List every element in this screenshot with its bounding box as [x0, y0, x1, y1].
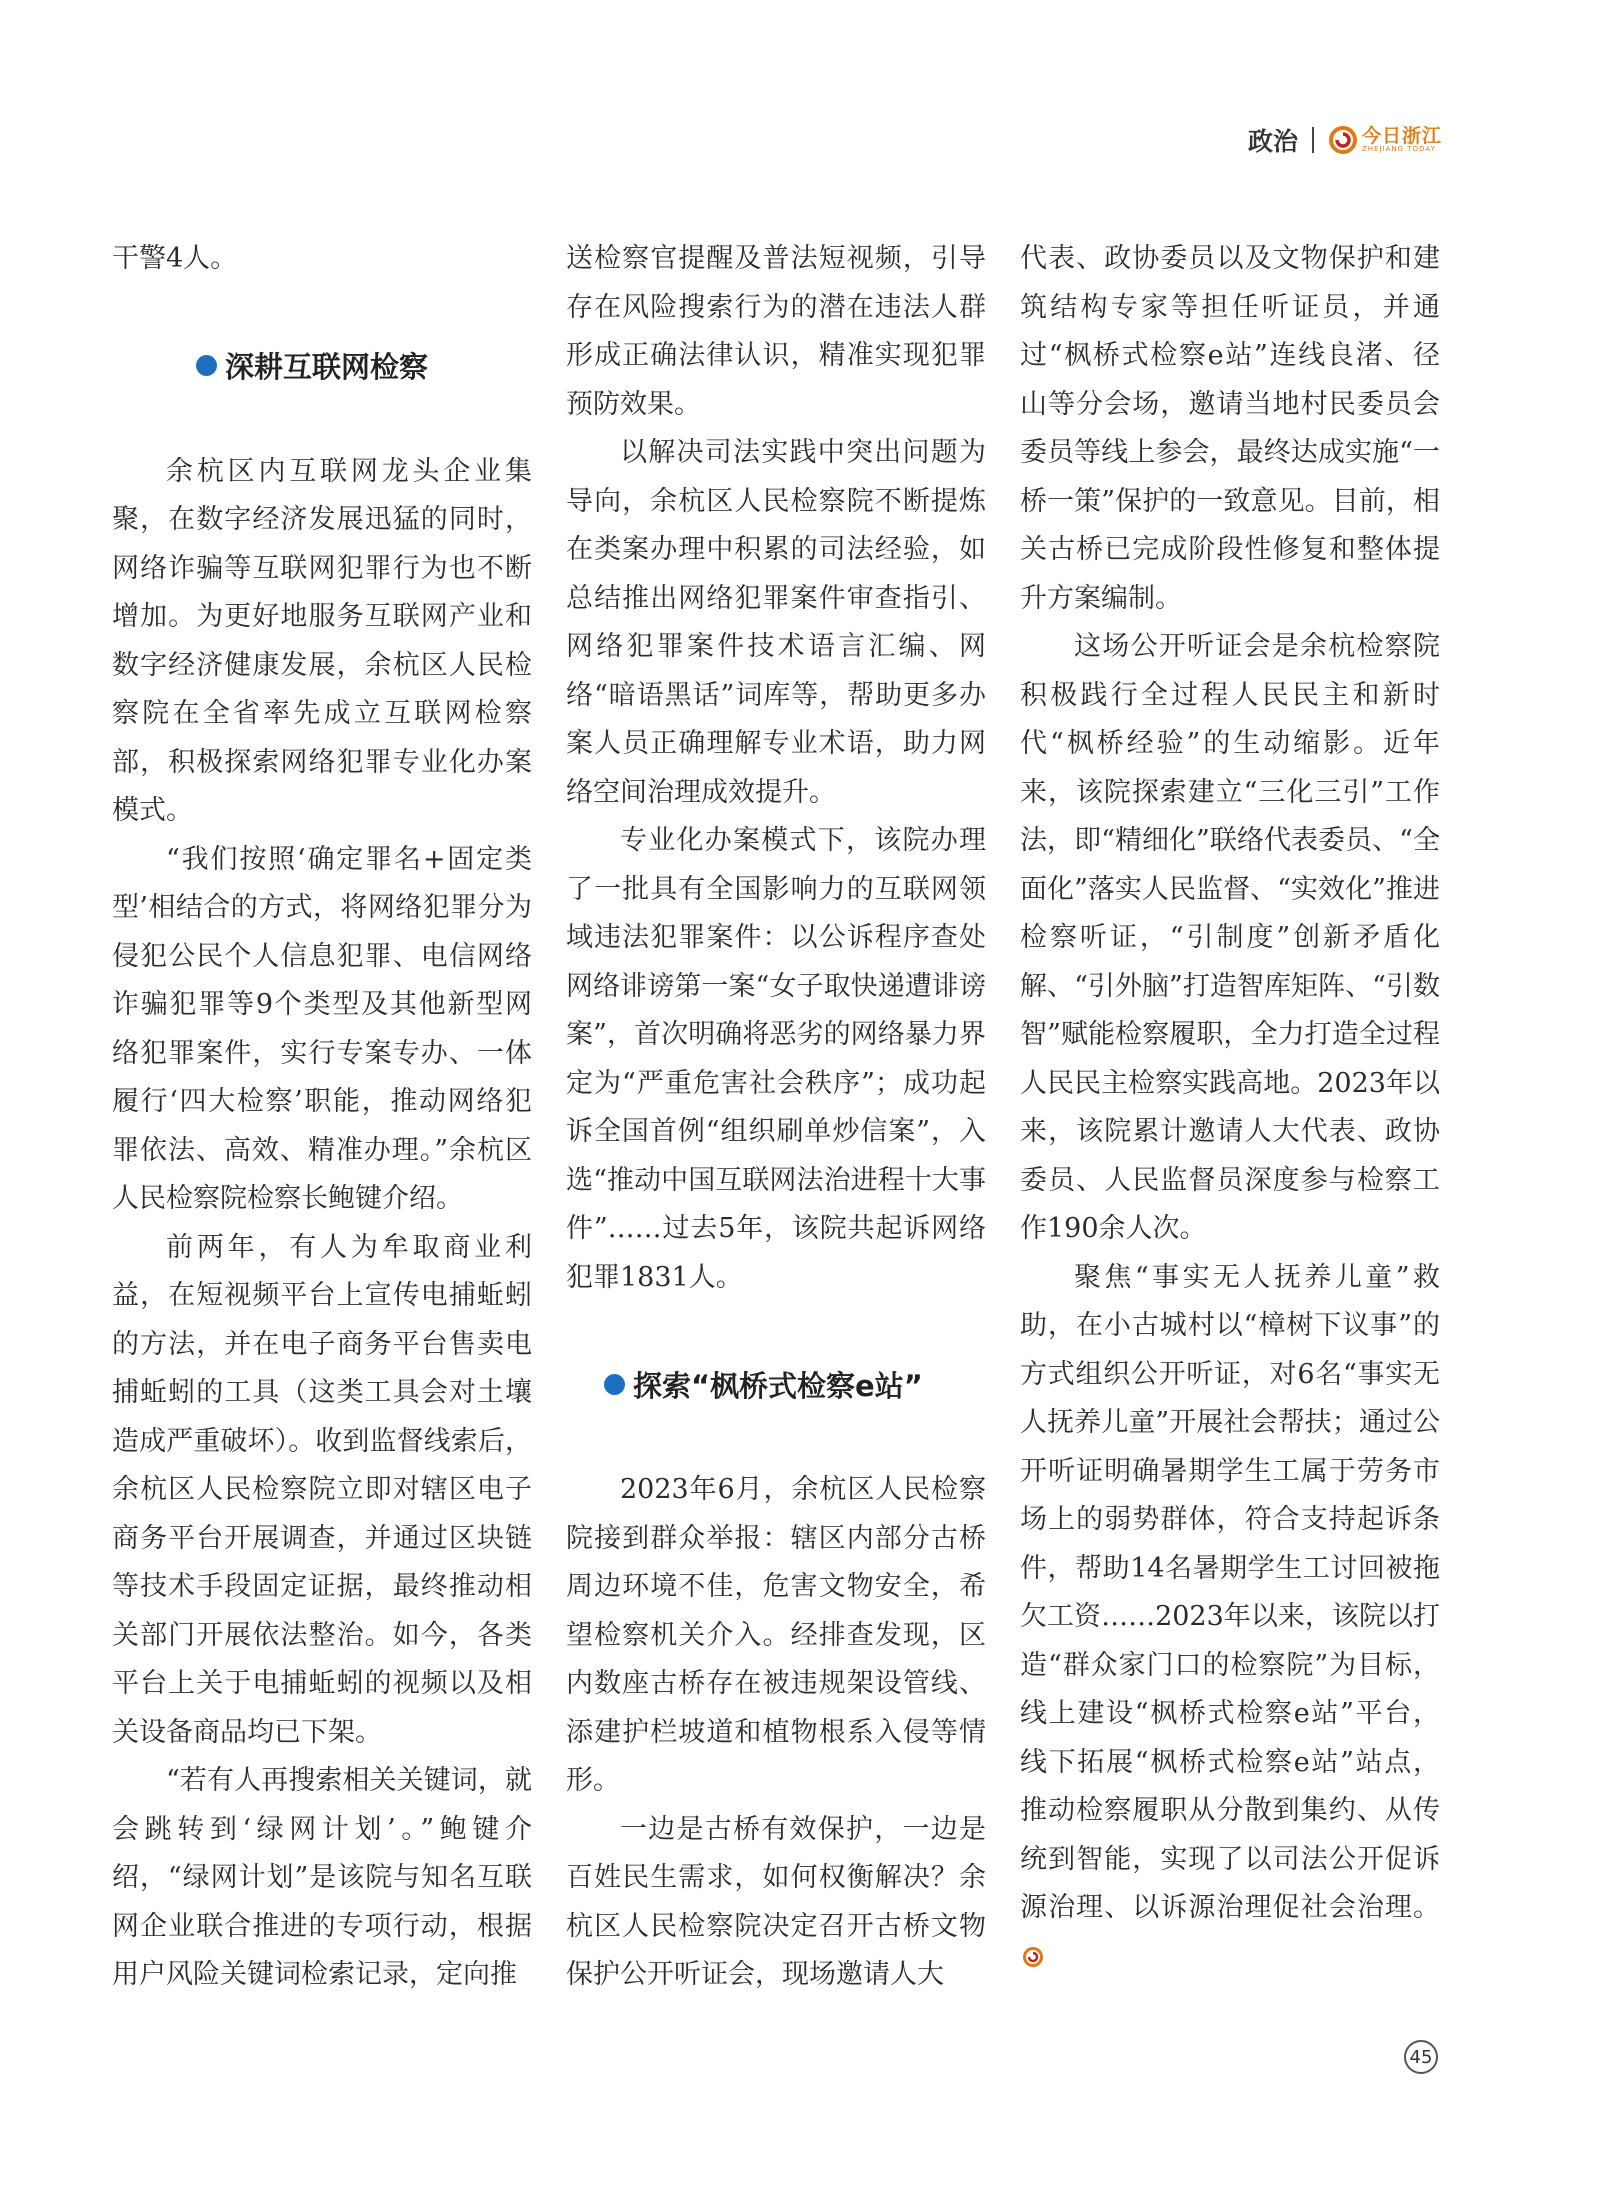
paragraph: “若有人再搜索相关关键词，就会跳转到‘绿网计划’。”鲍键介绍，“绿网计划”是该院与知名互联网企业联合推进的专项行动，根据用户风险关键词检索记录，定向推: [112, 1765, 532, 1990]
brand-name-en: ZHEJIANG TODAY: [1361, 145, 1436, 153]
paragraph: 专业化办案模式下，该院办理了一批具有全国影响力的互联网领域违法犯罪案件：以公诉程序查处网络诽谤第一案“女子取快递遭诽谤案”，首次明确将恶劣的网络暴力界定为“严重危害社会秩序”；成功起诉全国首例“组织刷单炒信案”，入选“推动中国互联网法治进程十大事件”……过去5年，该院共起诉网络犯罪1831人。: [566, 825, 986, 1293]
swirl-logo-icon: [1328, 125, 1358, 155]
paragraph: 以解决司法实践中突出问题为导向，余杭区人民检察院不断提炼在类案办理中积累的司法经验，如总结推出网络犯罪案件审查指引、网络犯罪案件技术语言汇编、网络“暗语黑话”词库等，帮助更多办案人员正确理解专业术语，助力网络空间治理成效提升。: [566, 437, 986, 808]
paragraph: 2023年6月，余杭区人民检察院接到群众举报：辖区内部分古桥周边环境不佳，危害文物安全，希望检察机关介入。经排查发现，区内数座古桥存在被违规架设管线、添建护栏坡道和植物根系入侵等情形。: [566, 1474, 986, 1796]
bullet-dot-icon: [196, 355, 217, 376]
section-heading: [566, 1360, 986, 1408]
article-column-2: [566, 235, 986, 2000]
section-label: 政治: [1247, 127, 1298, 156]
paragraph: [1020, 1254, 1440, 1982]
bullet-dot-icon: [604, 1374, 625, 1395]
page-header: [1248, 122, 1442, 158]
article-column-3: [1020, 235, 1440, 1981]
paragraph: 前两年，有人为牟取商业利益，在短视频平台上宣传电捕蚯蚓的方法，并在电子商务平台售卖电捕蚯蚓的工具（这类工具会对土壤造成严重破坏）。收到监督线索后，余杭区人民检察院立即对辖区电子商务平台开展调查，并通过区块链等技术手段固定证据，最终推动相关部门开展依法整治。如今，各类平台上关于电捕蚯蚓的视频以及相关设备商品均已下架。: [112, 1231, 532, 1748]
paragraph: 代表、政协委员以及文物保护和建筑结构专家等担任听证员，并通过“枫桥式检察e站”连线良渚、径山等分会场，邀请当地村民委员会委员等线上参会，最终达成实施“一桥一策”保护的一致意见。目前，相关古桥已完成阶段性修复和整体提升方案编制。: [1020, 243, 1440, 614]
page-number: 45: [1404, 2040, 1438, 2074]
brand-name: 今日浙江: [1361, 125, 1442, 147]
article-column-1: [112, 235, 532, 2000]
paragraph: 干警4人。: [112, 243, 238, 274]
paragraph: 送检察官提醒及普法短视频，引导存在风险搜索行为的潜在违法人群形成正确法律认识，精准实现犯罪预防效果。: [566, 243, 986, 420]
paragraph-text: 聚焦“事实无人抚养儿童”救助，在小古城村以“樟树下议事”的方式组织公开听证，对6名“事实无人抚养儿童”开展社会帮扶；通过公开听证明确暑期学生工属于劳务市场上的弱势群体，符合支持起诉条件，帮助14名暑期学生工讨回被拖欠工资……2023年以来，该院以打造“群众家门口的检察院”为目标，线上建设“枫桥式检察e站”平台，线下拓展“枫桥式检察e站”站点，推动检察履职从分散到集约、从传统到智能，实现了以司法公开促诉源治理、以诉源治理促社会治理。: [1020, 1261, 1440, 1923]
section-heading-text: 深耕互联网检察: [225, 350, 429, 384]
paragraph: 余杭区内互联网龙头企业集聚，在数字经济发展迅猛的同时，网络诈骗等互联网犯罪行为也不断增加。为更好地服务互联网产业和数字经济健康发展，余杭区人民检察院在全省率先成立互联网检察部，积极探索网络犯罪专业化办案模式。: [112, 455, 532, 826]
paragraph: “我们按照‘确定罪名+固定类型’相结合的方式，将网络犯罪分为侵犯公民个人信息犯罪、电信网络诈骗犯罪等9个类型及其他新型网络犯罪案件，实行专案专办、一体履行‘四大检察’职能，推动网络犯罪依法、高效、精准办理。”余杭区人民检察院检察长鲍键介绍。: [112, 843, 532, 1214]
swirl-end-icon: [1022, 1946, 1044, 1968]
magazine-brand: [1328, 125, 1442, 155]
section-heading: [112, 342, 532, 390]
paragraph: 一边是古桥有效保护，一边是百姓民生需求，如何权衡解决？余杭区人民检察院决定召开古桥文物保护公开听证会，现场邀请人大: [566, 1813, 986, 1990]
section-heading-text: 探索“枫桥式检察e站”: [633, 1368, 923, 1403]
header-divider: [1312, 127, 1314, 153]
paragraph: 这场公开听证会是余杭检察院积极践行全过程人民民主和新时代“枫桥经验”的生动缩影。近年来，该院探索建立“三化三引”工作法，即“精细化”联络代表委员、“全面化”落实人民监督、“实效化”推进检察听证，“引制度”创新矛盾化解、“引外脑”打造智库矩阵、“引数智”赋能检察履职，全力打造全过程人民民主检察实践高地。2023年以来，该院累计邀请人大代表、政协委员、人民监督员深度参与检察工作190余人次。: [1020, 631, 1440, 1244]
